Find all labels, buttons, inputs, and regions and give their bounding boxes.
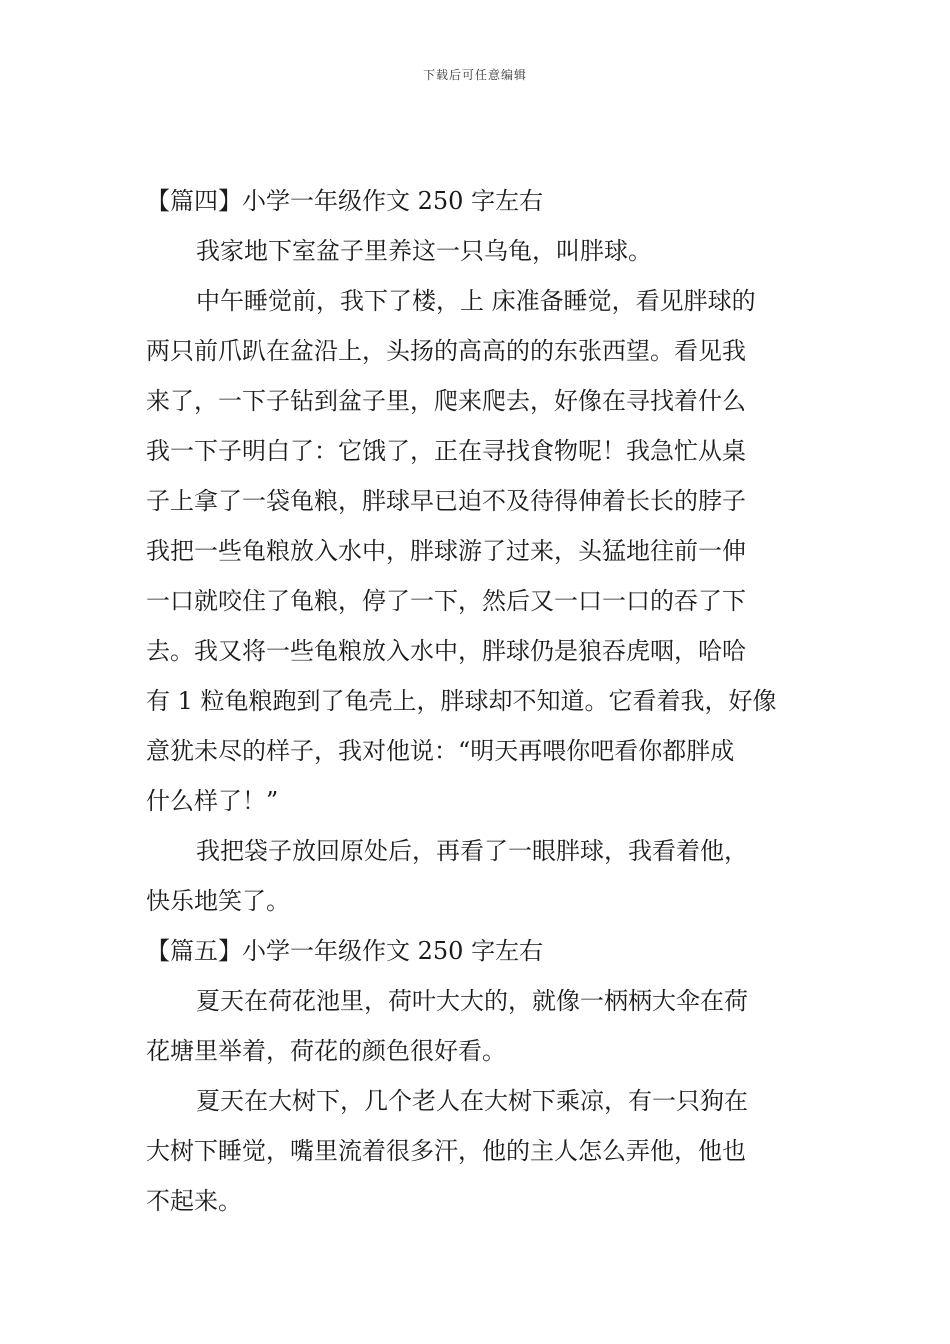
paragraph-line: 快乐地笑了。 [146, 887, 290, 915]
paragraph-line: 不起来。 [146, 1187, 242, 1215]
paragraph-line: 子上拿了一袋龟粮，胖球早已迫不及待得伸着长长的脖子 [146, 487, 746, 515]
paragraph-line: 意犹未尽的样子，我对他说：“明天再喂你吧看你都胖成 [146, 737, 735, 765]
section-heading-4: 【篇四】小学一年级作文 250 字左右 [146, 187, 544, 215]
paragraph-line: 花塘里举着，荷花的颜色很好看。 [146, 1037, 506, 1065]
paragraph-line: 我一下子明白了：它饿了，正在寻找食物呢！我急忙从桌 [146, 437, 746, 465]
paragraph-line: 来了，一下子钻到盆子里，爬来爬去，好像在寻找着什么 [146, 387, 746, 415]
paragraph-line: 一口就咬住了龟粮，停了一下，然后又一口一口的吞了下 [146, 587, 746, 615]
paragraph-line: 什么样了！” [146, 787, 279, 815]
paragraph-line: 我家地下室盆子里养这一只乌龟，叫胖球。 [196, 237, 652, 265]
paragraph-line: 去。我又将一些龟粮放入水中，胖球仍是狼吞虎咽，哈哈 [146, 637, 746, 665]
document-body [146, 176, 808, 1226]
page-header-note: 下载后可任意编辑 [422, 68, 527, 82]
paragraph-line: 中午睡觉前，我下了楼，上 床准备睡觉，看见胖球的 [196, 287, 756, 315]
paragraph-line: 我把袋子放回原处后，再看了一眼胖球，我看着他， [196, 837, 748, 865]
paragraph-line: 有 1 粒龟粮跑到了龟壳上，胖球却不知道。它看着我，好像 [146, 687, 777, 715]
paragraph-line: 我把一些龟粮放入水中，胖球游了过来，头猛地往前一伸 [146, 537, 746, 565]
section-heading-5: 【篇五】小学一年级作文 250 字左右 [146, 937, 544, 965]
paragraph-line: 夏天在荷花池里，荷叶大大的，就像一柄柄大伞在荷 [196, 987, 748, 1015]
paragraph-line: 两只前爪趴在盆沿上，头扬的高高的的东张西望。看见我 [146, 337, 746, 365]
paragraph-line: 夏天在大树下，几个老人在大树下乘凉，有一只狗在 [196, 1087, 748, 1115]
paragraph-line: 大树下睡觉，嘴里流着很多汗，他的主人怎么弄他，他也 [146, 1137, 746, 1165]
